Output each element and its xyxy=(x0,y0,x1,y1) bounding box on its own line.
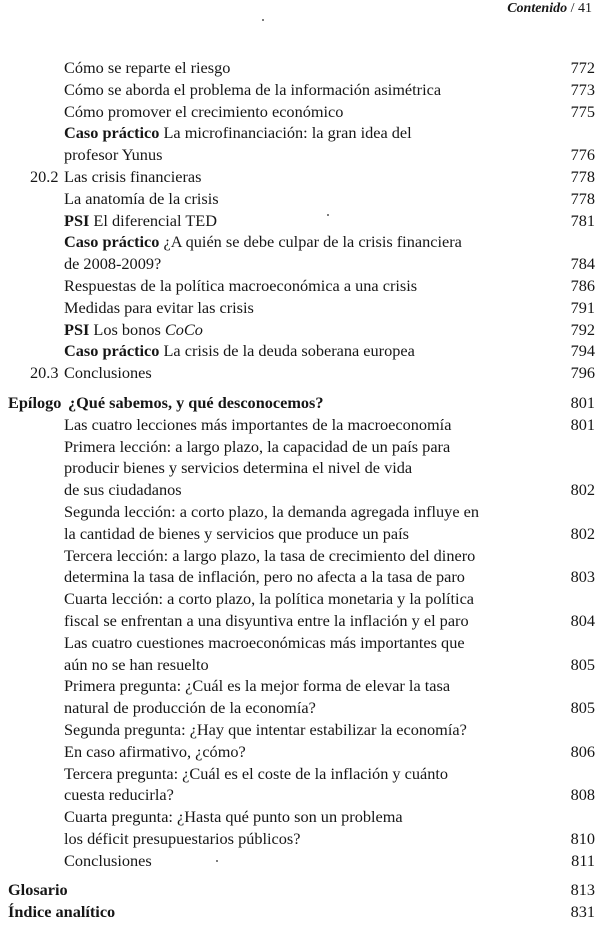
toc-entry-text: Conclusiones xyxy=(64,363,152,383)
toc-entry-line xyxy=(0,654,600,676)
section-number: 20.3 xyxy=(30,363,59,383)
toc-entry[interactable] xyxy=(0,362,600,384)
toc-entry[interactable] xyxy=(0,719,600,763)
toc-entry-line xyxy=(0,392,600,414)
toc-entry-line xyxy=(0,253,600,275)
page-number: 791 xyxy=(570,297,595,317)
toc-entry[interactable] xyxy=(0,210,600,232)
entry-prefix: Caso práctico xyxy=(64,232,160,252)
toc-entry[interactable] xyxy=(0,850,600,872)
entry-prefix: Caso práctico xyxy=(64,341,160,361)
page-number: 786 xyxy=(570,275,595,295)
toc-entry-text: profesor Yunus xyxy=(64,145,163,165)
toc-entry-text: Conclusiones xyxy=(64,850,152,870)
toc-entry-line xyxy=(0,188,600,210)
header-separator: / xyxy=(570,1,575,16)
toc-entry-line xyxy=(0,166,600,188)
toc-entry-line xyxy=(0,101,600,123)
toc-entry-line xyxy=(0,501,600,523)
toc-entry[interactable] xyxy=(0,79,600,101)
entry-prefix: PSI xyxy=(64,210,90,230)
page-number: 805 xyxy=(570,698,595,718)
toc-entry-text: Tercera lección: a largo plazo, la tasa de crecimiento del dinero xyxy=(64,545,476,565)
toc-entry-text: El diferencial TED xyxy=(93,210,217,230)
toc-entry-line xyxy=(0,436,600,458)
page-number: 802 xyxy=(570,480,595,500)
toc-entry[interactable] xyxy=(0,297,600,319)
page-number: 802 xyxy=(570,523,595,543)
toc-entry-line xyxy=(0,340,600,362)
page-number: 773 xyxy=(570,79,595,99)
page-number: 804 xyxy=(570,610,595,630)
toc-entry-text: Primera pregunta: ¿Cuál es la mejor forma de elevar la tasa xyxy=(64,676,451,696)
toc-entry-line xyxy=(0,457,600,479)
toc-entry-text: de sus ciudadanos xyxy=(64,480,182,500)
toc-entry-line xyxy=(0,879,600,901)
toc-entry-text: Las crisis financieras xyxy=(64,166,202,186)
toc-entry-text: Las cuatro lecciones más importantes de la macroeconomía xyxy=(64,414,452,434)
toc-entry[interactable] xyxy=(0,588,600,632)
toc-entry-line xyxy=(0,414,600,436)
chapter-label: Epílogo xyxy=(8,392,62,412)
toc-entry-line xyxy=(0,57,600,79)
entry-italic-text: CoCo xyxy=(164,319,203,339)
toc-entry-text: La crisis de la deuda soberana europea xyxy=(163,341,415,361)
toc-entry[interactable] xyxy=(0,319,600,341)
page-number: 781 xyxy=(570,210,595,230)
toc-entry-text: Glosario xyxy=(8,880,68,900)
toc-entry-line xyxy=(0,231,600,253)
toc-entry-text: la cantidad de bienes y servicios que produce un país xyxy=(64,523,409,543)
toc-entry[interactable] xyxy=(0,901,600,923)
toc-entry[interactable] xyxy=(0,763,600,807)
page-number: 778 xyxy=(570,166,595,186)
header-title: Contenido xyxy=(507,1,568,16)
toc-entry-text: Cuarta pregunta: ¿Hasta qué punto son un problema xyxy=(64,807,403,827)
toc-entry[interactable] xyxy=(0,275,600,297)
toc-entry-text: Los bonos xyxy=(93,319,161,339)
toc-entry[interactable] xyxy=(0,188,600,210)
page-number: 796 xyxy=(570,363,595,383)
toc-entry-line xyxy=(0,719,600,741)
toc-entry[interactable] xyxy=(0,545,600,589)
toc-entry-text: La anatomía de la crisis xyxy=(64,188,219,208)
toc-entry-line xyxy=(0,588,600,610)
toc-entry[interactable] xyxy=(0,57,600,79)
page-number: 811 xyxy=(571,850,595,870)
toc-entry-line xyxy=(0,210,600,232)
toc-entry[interactable] xyxy=(0,101,600,123)
toc-entry[interactable] xyxy=(0,122,600,166)
page-number: 806 xyxy=(570,741,595,761)
page-number: 775 xyxy=(570,101,595,121)
toc-entry-line xyxy=(0,675,600,697)
toc-entry-text: Segunda lección: a corto plazo, la demanda agregada influye en xyxy=(64,501,479,521)
toc-entry-line xyxy=(0,828,600,850)
toc-entry-line xyxy=(0,610,600,632)
toc-entry-text: Índice analítico xyxy=(8,902,116,922)
page-number: 810 xyxy=(570,828,595,848)
toc-entry[interactable] xyxy=(0,806,600,850)
toc-entry-text: Cuarta lección: a corto plazo, la política monetaria y la política xyxy=(64,589,475,609)
toc-entry-line xyxy=(0,763,600,785)
toc-entry-text: Cómo se aborda el problema de la información asimétrica xyxy=(64,79,442,99)
running-header xyxy=(507,1,592,17)
page-number: 805 xyxy=(570,654,595,674)
toc-entry-line xyxy=(0,697,600,719)
toc-entry-text: Segunda pregunta: ¿Hay que intentar estabilizar la economía? xyxy=(64,719,467,739)
toc-entry-line xyxy=(0,850,600,872)
toc-entry[interactable] xyxy=(0,879,600,901)
toc-entry[interactable] xyxy=(0,231,600,275)
toc-entry-line xyxy=(0,79,600,101)
toc-entry-text: La microfinanciación: la gran idea del xyxy=(163,123,412,143)
toc-entry-line xyxy=(0,275,600,297)
toc-entry-text: natural de producción de la economía? xyxy=(64,698,316,718)
toc-entry-text: Primera lección: a largo plazo, la capacidad de un país para xyxy=(64,436,451,456)
toc-entry[interactable] xyxy=(0,166,600,188)
page-number: 784 xyxy=(570,254,595,274)
toc-entry-text: de 2008-2009? xyxy=(64,254,162,274)
page-number: 801 xyxy=(570,414,595,434)
toc-entry-text: Las cuatro cuestiones macroeconómicas más importantes que xyxy=(64,632,465,652)
page-number: 776 xyxy=(570,145,595,165)
toc-entry-line xyxy=(0,741,600,763)
toc-entry[interactable] xyxy=(0,436,600,501)
toc-entry-line xyxy=(0,319,600,341)
toc-entry-text: Tercera pregunta: ¿Cuál es el coste de la inflación y cuánto xyxy=(64,763,449,783)
toc-entry-text: producir bienes y servicios determina el nivel de vida xyxy=(64,458,413,478)
toc-entry[interactable] xyxy=(0,392,600,414)
toc-entry[interactable] xyxy=(0,675,600,719)
toc-entry-line xyxy=(0,784,600,806)
page-number: 794 xyxy=(570,341,595,361)
toc-entry-line xyxy=(0,362,600,384)
page-number: 831 xyxy=(570,902,595,922)
page-number: 808 xyxy=(570,785,595,805)
toc-entry-text: ¿Qué sabemos, y qué desconocemos? xyxy=(68,392,324,412)
toc-entry-text: fiscal se enfrentan a una disyuntiva entre la inflación y el paro xyxy=(64,610,469,630)
toc-entry-line xyxy=(0,144,600,166)
table-of-contents xyxy=(0,57,600,923)
page-number: 803 xyxy=(570,567,595,587)
entry-prefix: PSI xyxy=(64,319,90,339)
toc-entry-text: ¿A quién se debe culpar de la crisis financiera xyxy=(163,232,462,252)
page-number: 792 xyxy=(570,319,595,339)
toc-entry-text: Cómo se reparte el riesgo xyxy=(64,58,231,77)
toc-entry-line xyxy=(0,566,600,588)
toc-entry-line xyxy=(0,122,600,144)
page-number: 772 xyxy=(570,58,595,77)
toc-entry-line xyxy=(0,479,600,501)
toc-entry-line xyxy=(0,901,600,923)
toc-entry-line xyxy=(0,523,600,545)
scan-speck xyxy=(262,19,264,21)
toc-entry-text: Medidas para evitar las crisis xyxy=(64,297,254,317)
toc-entry[interactable] xyxy=(0,501,600,545)
toc-entry[interactable] xyxy=(0,632,600,676)
toc-entry-text: determina la tasa de inflación, pero no afecta a la tasa de paro xyxy=(64,567,465,587)
toc-entry-line xyxy=(0,806,600,828)
toc-entry-text: los déficit presupuestarios públicos? xyxy=(64,828,301,848)
toc-entry[interactable] xyxy=(0,340,600,362)
toc-entry-text: aún no se han resuelto xyxy=(64,654,209,674)
entry-prefix: Caso práctico xyxy=(64,123,160,143)
toc-entry-text: Cómo promover el crecimiento económico xyxy=(64,101,344,121)
page-number: 801 xyxy=(570,392,595,412)
toc-entry-line xyxy=(0,545,600,567)
toc-entry-line xyxy=(0,297,600,319)
toc-entry-text: cuesta reducirla? xyxy=(64,785,174,805)
toc-entry[interactable] xyxy=(0,414,600,436)
toc-entry-line xyxy=(0,632,600,654)
page-number: 813 xyxy=(570,880,595,900)
page-number: 778 xyxy=(570,188,595,208)
toc-entry-text: Respuestas de la política macroeconómica a una crisis xyxy=(64,275,418,295)
section-number: 20.2 xyxy=(30,166,59,186)
header-page-number: 41 xyxy=(578,1,592,16)
toc-entry-text: En caso afirmativo, ¿cómo? xyxy=(64,741,246,761)
